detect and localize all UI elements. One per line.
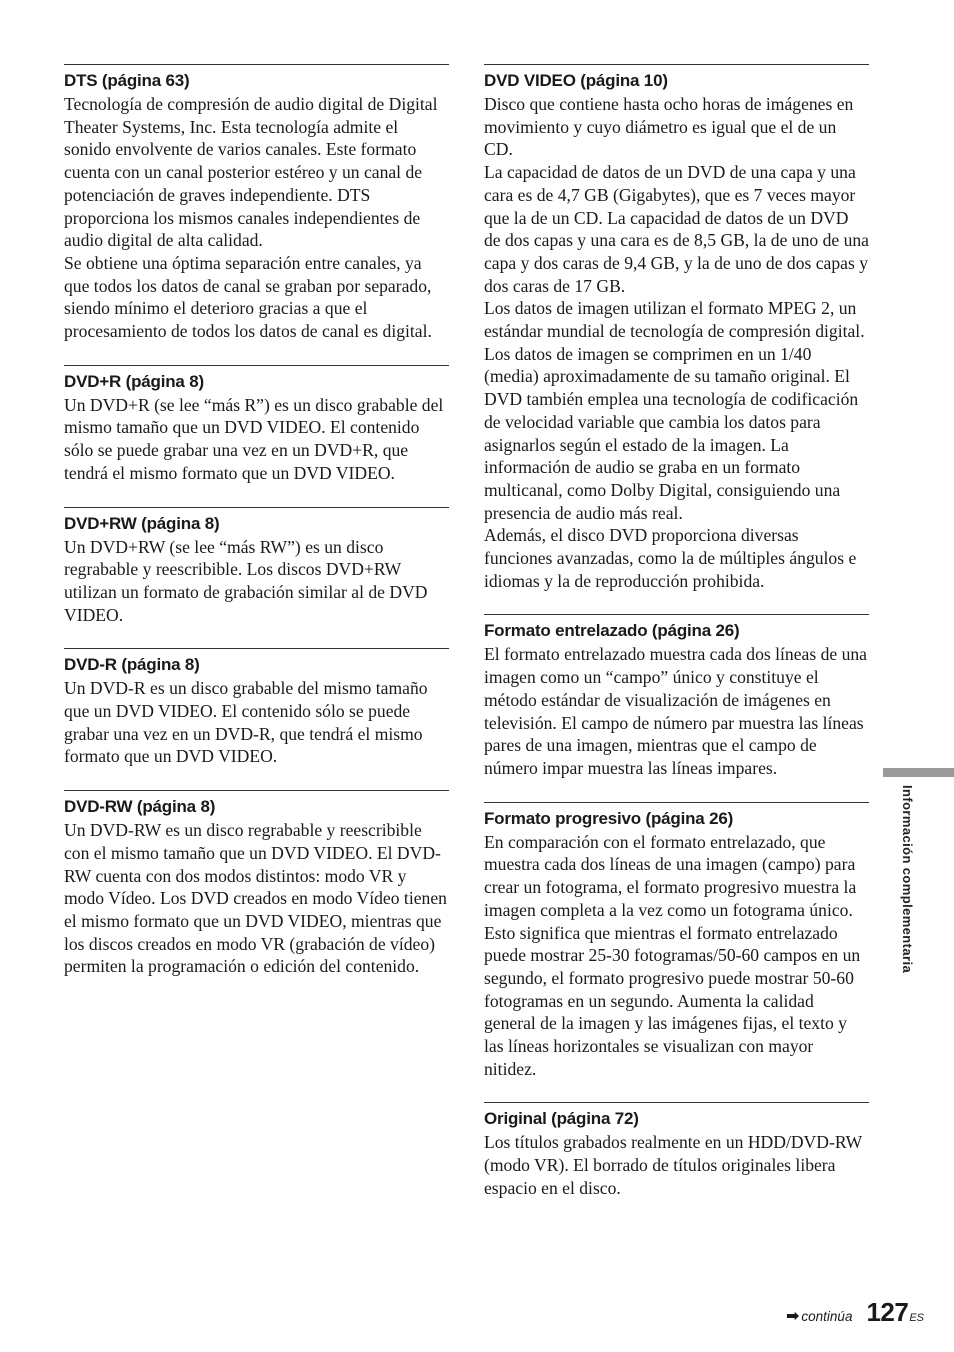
definition-paragraph: Tecnología de compresión de audio digital de Digital Theater Systems, Inc. Esta tecnología admite el sonido envolvente de varios canales. Este formato cuenta con un canal posterior estéreo y un canal de potenciación de graves independiente. DTS proporciona los mismos canales independientes de audio digital de alta calidad. (64, 94, 438, 251)
definition-paragraph: En comparación con el formato entrelazado, que muestra cada dos líneas de una imagen (campo) para crear un fotograma, el formato progresivo muestra la imagen completa a la vez como un fotograma único. Esto significa que mientras el formato entrelazado puede mostrar 25-30 fotogramas/50-60 campos en un segundo, el formato progresivo puede mostrar 50-60 fotogramas en un segundo. Aumenta la calidad general de la imagen y las imágenes fijas, el texto y las líneas horizontales se visualizan con mayor nitidez. (484, 831, 861, 1079)
glossary-entry-original (484, 1102, 869, 1199)
entry-term: DVD+R (página 8) (64, 371, 204, 391)
entry-definition (484, 831, 869, 1081)
entry-term: Formato entrelazado (página 26) (484, 621, 740, 641)
glossary-entry-dvd-plus-r (64, 365, 449, 485)
glossary-entry-dvd-rw (64, 790, 449, 978)
side-section-label: Información complementaria (900, 785, 915, 974)
glossary-entry-dvd-video (484, 64, 869, 592)
definition-paragraph: El formato entrelazado muestra cada dos líneas de una imagen como un “campo” único y constituye el método estándar de visualización de imágenes en televisión. El campo de número par muestra las líneas pares de una imagen, mientras que el campo de número impar muestra las líneas impares. (484, 644, 867, 778)
language-code: ES (909, 1312, 925, 1324)
entry-definition (484, 1131, 869, 1199)
entry-term: Formato progresivo (página 26) (484, 808, 734, 828)
entry-definition (64, 819, 449, 978)
continua-label: continúa (801, 1309, 853, 1324)
definition-paragraph: Un DVD+R (se lee “más R”) es un disco grabable del mismo tamaño que un DVD VIDEO. El contenido sólo se puede grabar una vez en un DVD+R, que tendrá el mismo formato que un DVD VIDEO. (64, 394, 444, 483)
definition-paragraph: Los datos de imagen utilizan el formato MPEG 2, un estándar mundial de tecnología de compresión digital. Los datos de imagen se comprimen en un 1/40 (media) aproximadamente de su tamaño original. El DVD también emplea una tecnología de codificación de velocidad variable que cambia los datos para asignarlos según el estado de la imagen. La información de audio se graba en un formato multicanal, como Dolby Digital, consiguiendo una presencia de audio más real. (484, 298, 865, 523)
definition-paragraph: Se obtiene una óptima separación entre canales, ya que todos los datos de canal se graban por separado, siendo mínimo el deterioro gracias a que el procesamiento de todos los datos de canal es digital. (64, 252, 432, 342)
glossary-entry-dvd-plus-rw (64, 507, 449, 627)
definition-paragraph: Un DVD-RW es un disco regrabable y reescribible con el mismo tamaño que un DVD VIDEO. El DVD-RW cuenta con dos modos distintos: modo VR y modo Vídeo. Los DVD creados en modo Vídeo tienen el mismo formato que un DVD VIDEO, mientras que los discos creados en modo VR (grabación de vídeo) permiten la programación o edición del contenido. (64, 820, 447, 977)
definition-paragraph: Los títulos grabados realmente en un HDD/DVD-RW (modo VR). El borrado de títulos originales libera espacio en el disco. (484, 1132, 862, 1198)
entry-term: DVD-R (página 8) (64, 655, 200, 675)
right-column (484, 64, 869, 1222)
entry-definition (64, 677, 449, 768)
side-tab-marker (883, 768, 954, 777)
entry-definition (64, 536, 449, 627)
page-number: 127 (866, 1297, 909, 1327)
glossary-entry-formato-progresivo (484, 802, 869, 1081)
definition-paragraph: La capacidad de datos de un DVD de una capa y una cara es de 4,7 GB (Gigabytes), que es 7 veces mayor que la de un CD. La capacidad de datos de un DVD de dos capas y una cara es de 8,5 GB, la de uno de una capa y dos caras de 9,4 GB, y la de uno de dos capas y dos caras de 17 GB. (484, 162, 869, 296)
right-arrow-icon: ➡ (786, 1306, 800, 1325)
entry-definition (484, 643, 869, 779)
definition-paragraph: Además, el disco DVD proporciona diversas funciones avanzadas, como la de múltiples ángulos e idiomas y la de reproducción prohibida. (484, 525, 857, 591)
glossary-entry-formato-entrelazado (484, 614, 869, 779)
entry-definition (64, 394, 449, 485)
glossary-entry-dvd-r (64, 648, 449, 768)
definition-paragraph: Un DVD-R es un disco grabable del mismo tamaño que un DVD VIDEO. El contenido sólo se puede grabar una vez en un DVD-R, que tendrá el mismo formato que un DVD VIDEO. (64, 678, 428, 767)
entry-definition (64, 93, 449, 343)
entry-term: DTS (página 63) (64, 71, 190, 90)
page-footer (786, 1297, 924, 1328)
entry-definition (484, 93, 869, 592)
entry-term: Original (página 72) (484, 1109, 639, 1129)
definition-paragraph: Disco que contiene hasta ocho horas de imágenes en movimiento y cuyo diámetro es igual que el de un CD. (484, 94, 854, 160)
entry-term: DVD-RW (página 8) (64, 797, 216, 817)
glossary-entry-dts (64, 64, 449, 343)
entry-term: DVD VIDEO (página 10) (484, 71, 668, 90)
definition-paragraph: Un DVD+RW (se lee “más RW”) es un disco regrabable y reescribible. Los discos DVD+RW utilizan un formato de grabación similar al de DVD VIDEO. (64, 536, 428, 625)
left-column (64, 64, 449, 1000)
entry-term: DVD+RW (página 8) (64, 513, 220, 533)
